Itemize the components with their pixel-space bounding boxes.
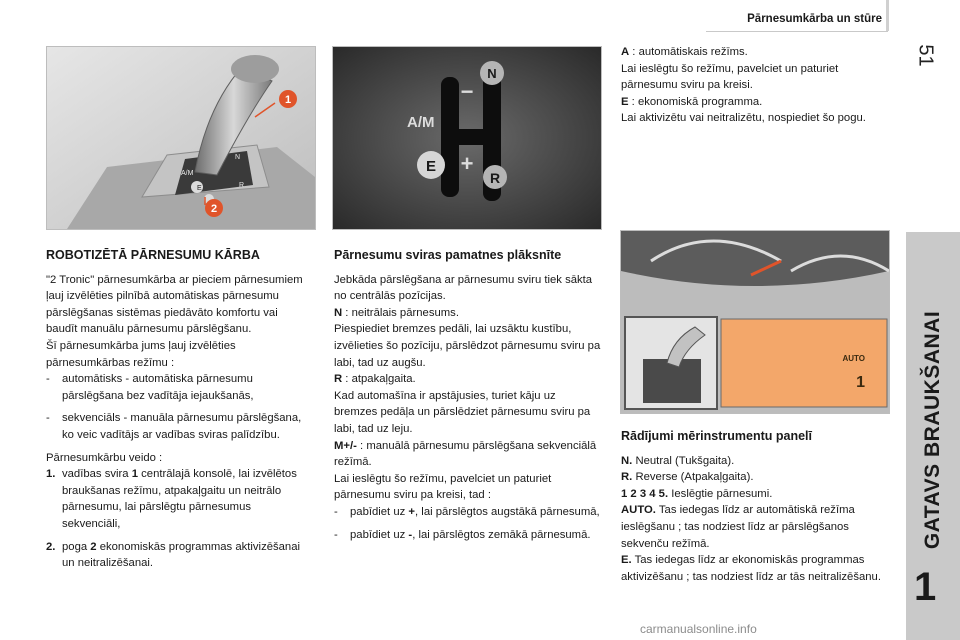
manual-definition: M+/- : manuālā pārnesumu pārslēgšana sekvenciālā režīmā. bbox=[334, 439, 597, 469]
neutral-text: Piespiediet bremzes pedāli, lai uzsāktu kustību, izvēlieties šo pozīciju, pārslēdzot pārnesumu sviru pa labi, tad uz augšu. bbox=[334, 323, 601, 369]
gate-label-e: E bbox=[197, 185, 202, 192]
gate-label-am: A/M bbox=[181, 170, 194, 177]
column-3-top bbox=[621, 44, 887, 127]
section-heading-robotized-gearbox: ROBOTIZĒTĀ PĀRNESUMU KĀRBA bbox=[46, 248, 260, 262]
header-accent-bar bbox=[886, 0, 889, 31]
shift-symbol-minus: − bbox=[460, 79, 474, 104]
gear-lever-figure bbox=[46, 46, 316, 230]
controls-intro: Pārnesumkārbu veido : bbox=[46, 451, 163, 464]
list-item: - pabīdiet uz +, lai pārslēgtos augstākā pārnesumā, bbox=[334, 505, 600, 518]
list-item: - automātisks - automātiska pārnesumu pārslēgšana bez vadītāja iejaukšanās, bbox=[46, 373, 254, 402]
list-item: - pabīdiet uz -, lai pārslēgtos zemākā pārnesumā. bbox=[334, 528, 591, 541]
panel-item: E. Tas iedegas līdz ar ekonomiskās programmas aktivizēšanu ; tas nodziest līdz ar tās neitralizēšanu. bbox=[621, 554, 881, 583]
watermark: carmanualsonline.info bbox=[640, 622, 757, 636]
callout-1: 1 bbox=[284, 94, 292, 106]
reverse-text: Kad automašīna ir apstājusies, turiet kāju uz bremzes pedāļa un pārslēdziet pārnesumu sviru pa labi, tad uz leju. bbox=[334, 389, 591, 435]
chapter-tab-label: GATAVS BRAUKŠANAI bbox=[921, 310, 944, 550]
chapter-number: 1 bbox=[914, 565, 937, 609]
list-item: 2. poga 2 ekonomiskās programmas aktivizēšanai un neitralizēšanai. bbox=[46, 540, 301, 570]
neutral-definition: N : neitrālais pārnesums. bbox=[334, 306, 459, 319]
auto-mode-text: Lai ieslēgtu šo režīmu, pavelciet un paturiet pārnesumu sviru pa kreisi. bbox=[621, 62, 839, 92]
auto-mode-definition: A : automātiskais režīms. bbox=[621, 46, 748, 58]
shift-label-e: E bbox=[425, 158, 437, 175]
shift-symbol-plus: + bbox=[460, 151, 474, 176]
panel-gear-indicator: 1 bbox=[856, 374, 865, 391]
column-2 bbox=[334, 247, 602, 549]
intro-paragraph: "2 Tronic" pārnesumkārba ar pieciem pārnesumiem ļauj izvēlēties pilnībā automātiskas pārnesumu pārslēgšanas sistēmas piedāvāto komfortu vai baudīt manuālu pārnesumu pārslēgšanu. bbox=[46, 273, 303, 336]
gate-label-r: R bbox=[239, 182, 245, 189]
gate-label-n: N bbox=[235, 154, 241, 161]
panel-item: 1 2 3 4 5. Ieslēgtie pārnesumi. bbox=[621, 487, 773, 500]
shift-intro: Jebkāda pārslēgšana ar pārnesumu sviru tiek sākta no centrālās pozīcijas. bbox=[334, 273, 593, 303]
instrument-panel-figure bbox=[620, 230, 890, 414]
callout-2: 2 bbox=[210, 203, 218, 215]
page-number: 51 bbox=[914, 44, 937, 67]
manual-text: Lai ieslēgtu šo režīmu, pavelciet un paturiet pārnesumu sviru pa kreisi, tad : bbox=[334, 472, 552, 502]
eco-definition: E : ekonomiskā programma. bbox=[621, 95, 763, 108]
header-rule bbox=[706, 31, 888, 32]
list-item: - sekvenciāls - manuāla pārnesumu pārslēgšana, ko veic vadītājs ar vadības sviras palīdzību. bbox=[46, 412, 302, 441]
shift-label-r: R bbox=[489, 170, 501, 186]
modes-intro: Šī pārnesumkārba jums ļauj izvēlēties pārnesumkārbas režīmu : bbox=[46, 339, 236, 369]
list-item: 1. vadības svira 1 centrālajā konsolē, lai izvēlētos braukšanas režīmu, atpakaļgaitu un neitrālo pārnesumu, lai pārslēgtu pārnesumus sekvenciāli, bbox=[46, 468, 297, 530]
shift-label-am: A/M bbox=[407, 114, 435, 131]
shift-pattern-figure bbox=[332, 46, 602, 230]
shift-label-n: N bbox=[487, 66, 497, 81]
panel-item: AUTO. Tas iedegas līdz ar automātiskā režīma ieslēgšanu ; tas nodziest līdz ar pārslēgšanos sekvenču režīmā. bbox=[621, 504, 855, 550]
panel-auto-indicator: AUTO bbox=[842, 354, 865, 363]
section-heading-shift-plate: Pārnesumu sviras pamatnes plāksnīte bbox=[334, 248, 562, 262]
panel-item: N. Neutral (Tukšgaita). bbox=[621, 454, 735, 467]
eco-text: Lai aktivizētu vai neitralizētu, nospiediet šo pogu. bbox=[621, 112, 866, 125]
section-title: Pārnesumkārba un stūre bbox=[747, 13, 882, 25]
column-3-bottom bbox=[621, 428, 887, 585]
section-heading-panel-indicators: Rādījumi mērinstrumentu panelī bbox=[621, 429, 813, 443]
column-1 bbox=[46, 247, 306, 578]
reverse-definition: R : atpakaļgaita. bbox=[334, 373, 416, 386]
panel-item: R. Reverse (Atpakaļgaita). bbox=[621, 471, 754, 484]
